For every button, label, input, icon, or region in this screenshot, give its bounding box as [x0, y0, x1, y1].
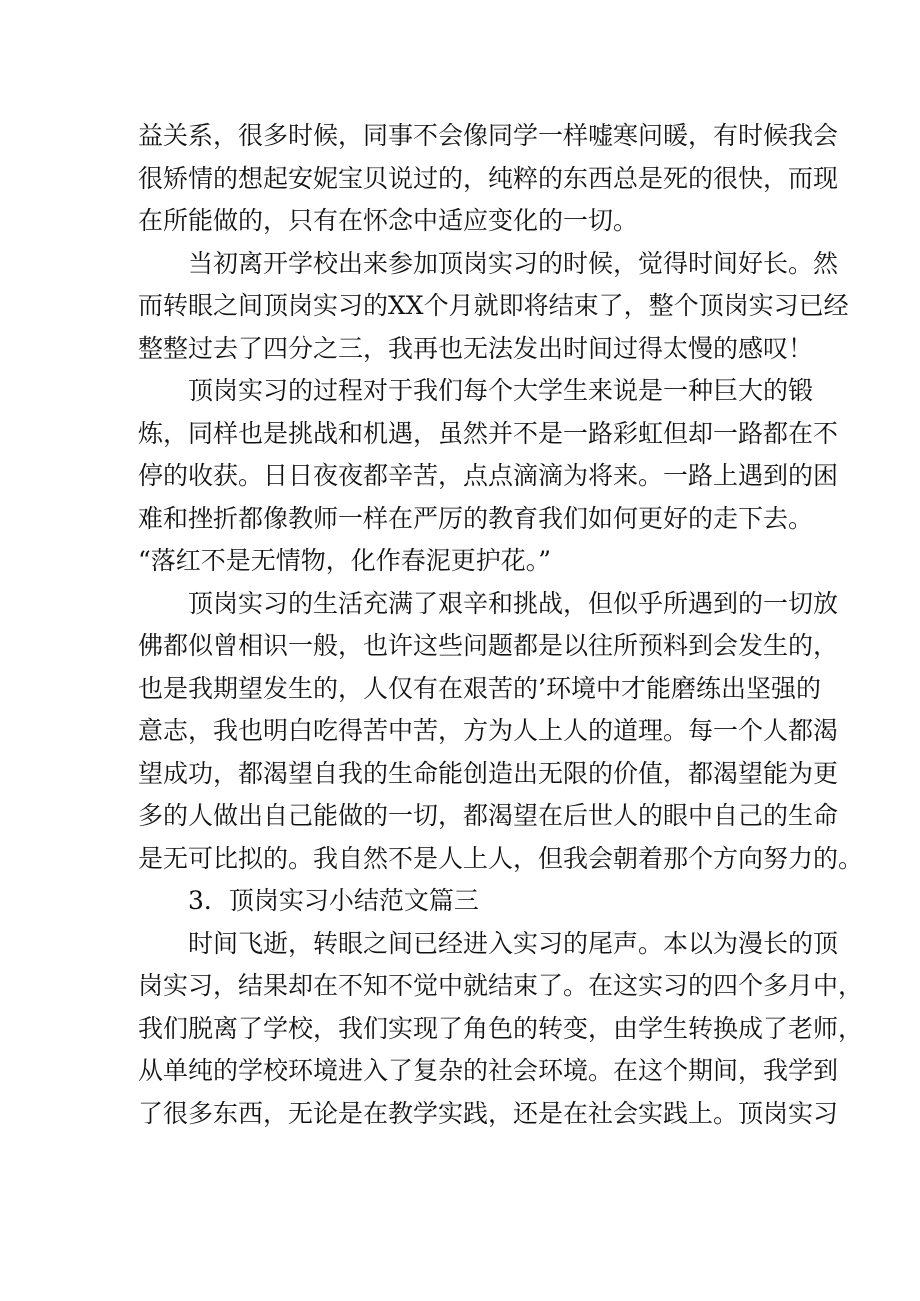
- text-line: 佛都似曾相识一般，也许这些问题都是以往所预料到会发生的，: [138, 631, 839, 660]
- text-line: 时间飞逝，转眼之间已经进入实习的尾声。本以为漫长的顶: [188, 928, 839, 958]
- text-line: 在所能做的，只有在怀念中适应变化的一切。: [138, 206, 639, 235]
- paragraph-1: [138, 115, 839, 243]
- section-heading: 3．顶岗实习小结范文篇三: [188, 886, 479, 915]
- text-line: “落红不是无情物，化作春泥更护花。”: [138, 546, 552, 575]
- text-line: 是无可比拟的。我自然不是人上人，但我会朝着那个方向努力的。: [138, 843, 864, 873]
- text-line: 岗实习，结果却在不知不觉中就结束了。在这实习的四个多月中，: [138, 971, 864, 1000]
- text-line: 顶岗实习的生活充满了艰辛和挑战，但似乎所遇到的一切放: [188, 588, 839, 618]
- paragraph-3: [138, 370, 839, 583]
- text-line: 益关系，很多时候，同事不会像同学一样嘘寒问暖，有时候我会: [138, 121, 839, 150]
- text-line: 整整过去了四分之三，我再也无法发出时间过得太慢的感叹！: [138, 333, 814, 363]
- text-line: 了很多东西，无论是在教学实践，还是在社会实践上。顶岗实习: [138, 1098, 839, 1128]
- text-line: 我们脱离了学校，我们实现了角色的转变，由学生转换成了老师，: [138, 1013, 864, 1043]
- paragraph-5: [138, 923, 864, 1136]
- document-page: [138, 115, 864, 1135]
- text-line: 炼，同样也是挑战和机遇，虽然并不是一路彩虹但却一路都在不: [138, 418, 839, 448]
- text-line: 而转眼之间顶岗实习的XX个月就即将结束了，整个顶岗实习已经: [138, 291, 849, 320]
- paragraph-4: [138, 583, 864, 881]
- text-line: 意志，我也明白吃得苦中苦，方为人上人的道理。每一个人都渴: [138, 716, 839, 745]
- text-line: 顶岗实习的过程对于我们每个大学生来说是一种巨大的锻: [188, 376, 814, 405]
- text-line: 当初离开学校出来参加顶岗实习的时候，觉得时间好长。然: [188, 248, 839, 278]
- text-line: 从单纯的学校环境进入了复杂的社会环境。在这个期间，我学到: [138, 1056, 839, 1085]
- text-line: 很矫情的想起安妮宝贝说过的，纯粹的东西总是死的很快，而现: [138, 163, 839, 193]
- text-line: 多的人做出自己能做的一切，都渴望在后世人的眼中自己的生命: [138, 801, 839, 830]
- text-line: 停的收获。日日夜夜都辛苦，点点滴滴为将来。一路上遇到的困: [138, 461, 839, 490]
- text-line: 也是我期望发生的，人仅有在艰苦的’环境中才能磨练出坚强的: [138, 673, 821, 703]
- text-line: 难和挫折都像教师一样在严厉的教育我们如何更好的走下去。: [138, 503, 814, 533]
- text-line: 望成功，都渴望自我的生命能创造出无限的价值，都渴望能为更: [138, 758, 839, 788]
- paragraph-2: [138, 243, 849, 371]
